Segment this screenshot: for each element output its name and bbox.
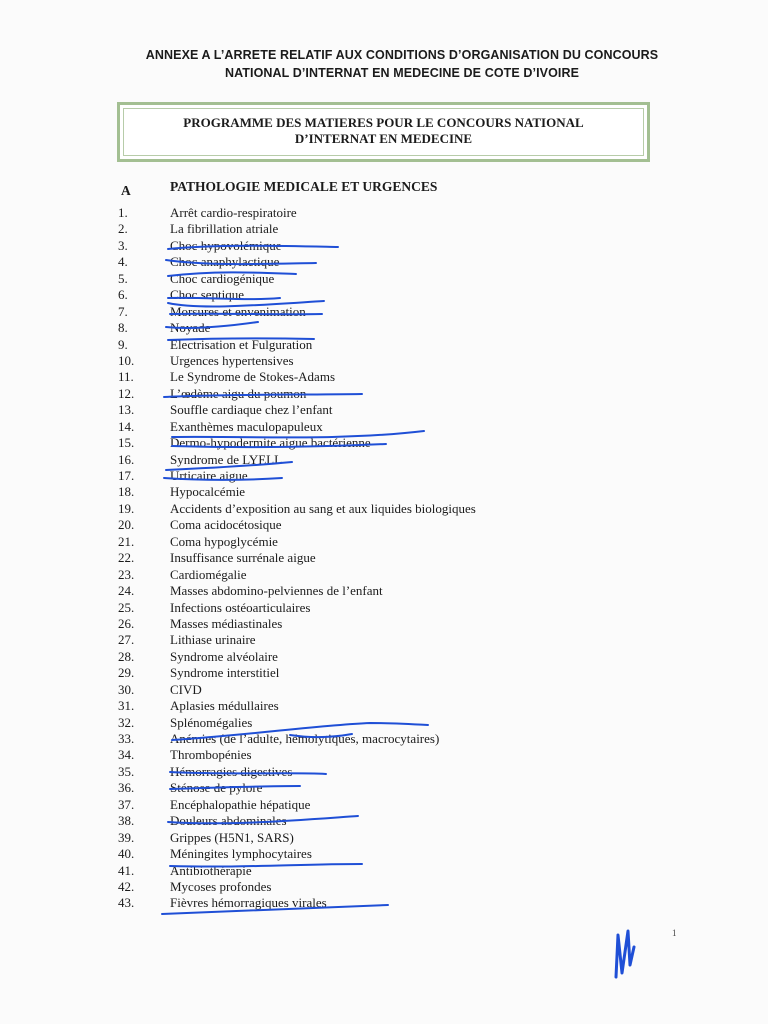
list-item-text: Arrêt cardio-respiratoire: [170, 205, 297, 220]
list-item-text: Hypocalcémie: [170, 484, 246, 500]
list-item: [0, 353, 768, 369]
list-item-text: Lithiase urinaire: [170, 632, 256, 648]
list-item-number: 9.: [118, 336, 128, 352]
list-item-number: 14.: [118, 418, 135, 434]
list-item-number: 32.: [118, 714, 135, 730]
list-item: [0, 600, 768, 616]
page-number: 1: [672, 928, 677, 938]
list-item-text: Dermo-hypodermite aigue bactérienne: [170, 435, 371, 451]
list-item: [0, 863, 768, 879]
list-item-number: 6.: [118, 287, 128, 303]
list-item-text: Mycoses profondes: [170, 878, 272, 894]
list-item: [0, 468, 768, 484]
list-item-number: 17.: [118, 468, 135, 483]
list-item: [0, 452, 768, 468]
list-item-number: 24.: [118, 583, 135, 599]
list-item-text: Syndrome interstitiel: [170, 665, 280, 681]
list-item: [0, 813, 768, 829]
list-item: [0, 780, 768, 796]
list-item-number: 37.: [118, 796, 135, 812]
list-item: [0, 517, 768, 533]
header-line-2: NATIONAL D’INTERNAT EN MEDECINE DE COTE D’IVOIRE: [224, 66, 580, 80]
list-item: [0, 632, 768, 648]
list-item: [0, 879, 768, 895]
list-item-text: Coma hypoglycémie: [170, 533, 278, 549]
list-item-text: Sténose de pylore: [170, 780, 263, 796]
initials-signature-mark: [610, 925, 644, 985]
list-item-number: 11.: [118, 369, 134, 385]
list-item-number: 3.: [118, 237, 128, 253]
list-item: [0, 435, 768, 451]
list-item-number: 41.: [118, 862, 135, 878]
list-item-text: Choc cardiogénique: [170, 270, 275, 286]
list-item-text: Choc hypovolémique: [170, 237, 282, 253]
list-item-text: Hémorragies digestives: [170, 763, 293, 779]
list-item: [0, 649, 768, 665]
section-heading: [0, 179, 768, 199]
list-item-text: Anémies (de l’adulte, hémolytiques, macrocytaires): [170, 731, 440, 746]
list-item-text: Antibiothérapie: [170, 862, 252, 878]
list-item-number: 28.: [118, 648, 135, 664]
list-item: [0, 616, 768, 632]
list-item-text: Souffle cardiaque chez l’enfant: [170, 402, 333, 418]
list-item-number: 1.: [118, 205, 128, 220]
program-title: [120, 115, 647, 147]
list-item-number: 18.: [118, 484, 135, 500]
list-item-text: Electrisation et Fulguration: [170, 336, 313, 352]
list-item-number: 29.: [118, 665, 135, 681]
list-item: [0, 846, 768, 862]
list-item-number: 22.: [118, 550, 135, 566]
list-item-text: CIVD: [170, 681, 202, 697]
list-item: [0, 698, 768, 714]
list-item-text: Masses médiastinales: [170, 615, 283, 631]
list-item-text: Exanthèmes maculopapuleux: [170, 418, 323, 434]
list-item-number: 38.: [118, 813, 135, 829]
list-item-number: 43.: [118, 895, 135, 911]
list-item: [0, 337, 768, 353]
list-item-number: 33.: [118, 731, 135, 746]
list-item: [0, 501, 768, 517]
list-item-number: 25.: [118, 599, 135, 615]
list-item-text: Fièvres hémorragiques virales: [170, 895, 327, 911]
list-item-text: Splénomégalies: [170, 714, 253, 730]
list-item-number: 23.: [118, 566, 135, 582]
list-item: [0, 254, 768, 270]
list-item-text: Noyade: [170, 320, 211, 336]
list-item: [0, 747, 768, 763]
list-item-number: 10.: [118, 352, 135, 368]
list-item-number: 16.: [118, 451, 135, 467]
header-line-1: ANNEXE A L’ARRETE RELATIF AUX CONDITIONS D’ORGANISATION DU CONCOURS: [145, 48, 659, 62]
list-item: [0, 386, 768, 402]
list-item-number: 13.: [118, 402, 135, 418]
list-item-number: 39.: [118, 829, 135, 845]
list-item: [0, 402, 768, 418]
list-item-number: 26.: [118, 615, 135, 631]
list-item: [0, 731, 768, 747]
list-item-number: 42.: [118, 878, 135, 894]
list-item-text: Accidents d’exposition au sang et aux liquides biologiques: [170, 500, 476, 516]
list-item-text: Syndrome alvéolaire: [170, 648, 278, 664]
list-item-number: 12.: [118, 385, 135, 401]
list-item: [0, 665, 768, 681]
list-item: [0, 271, 768, 287]
list-item-number: 5.: [118, 270, 128, 286]
list-item-number: 8.: [118, 320, 128, 336]
list-item: [0, 484, 768, 500]
list-item: [0, 419, 768, 435]
document-header: [0, 46, 768, 82]
list-item-text: L’œdème aigu du poumon: [170, 385, 307, 401]
list-item-text: Grippes (H5N1, SARS): [170, 829, 294, 845]
list-item: [0, 238, 768, 254]
list-item-text: Le Syndrome de Stokes-Adams: [170, 369, 336, 385]
list-item-text: La fibrillation atriale: [170, 221, 279, 237]
list-item: [0, 830, 768, 846]
list-item-number: 30.: [118, 681, 135, 697]
list-item-text: Méningites lymphocytaires: [170, 846, 312, 862]
list-item-text: Masses abdomino-pelviennes de l’enfant: [170, 583, 383, 599]
list-item-text: Choc anaphylactique: [170, 254, 280, 270]
list-item-number: 27.: [118, 632, 135, 648]
list-item-text: Douleurs abdominales: [170, 813, 287, 829]
list-item-text: Insuffisance surrénale aigue: [170, 550, 316, 566]
subject-list: [0, 205, 768, 912]
list-item-text: Morsures et envenimation: [170, 303, 306, 319]
list-item: [0, 797, 768, 813]
list-item-number: 2.: [118, 221, 128, 237]
program-title-line-1: PROGRAMME DES MATIERES POUR LE CONCOURS NATIONAL: [183, 115, 584, 130]
list-item: [0, 715, 768, 731]
list-item-number: 21.: [118, 533, 135, 549]
list-item-text: Thrombopénies: [170, 747, 252, 763]
list-item: [0, 567, 768, 583]
list-item-number: 19.: [118, 500, 135, 516]
list-item: [0, 369, 768, 385]
list-item-text: Infections ostéoarticulaires: [170, 599, 311, 615]
list-item-number: 7.: [118, 303, 128, 319]
list-item-number: 4.: [118, 254, 128, 270]
list-item-text: Urticaire aigue: [170, 468, 248, 483]
list-item: [0, 764, 768, 780]
list-item: [0, 534, 768, 550]
list-item: [0, 682, 768, 698]
section-title: PATHOLOGIE MEDICALE ET URGENCES: [170, 179, 438, 194]
list-item: [0, 221, 768, 237]
list-item-number: 36.: [118, 780, 135, 796]
list-item-text: Encéphalopathie hépatique: [170, 796, 311, 812]
list-item: [0, 583, 768, 599]
list-item-number: 34.: [118, 747, 135, 763]
program-title-box: [117, 102, 650, 162]
list-item: [0, 304, 768, 320]
list-item: [0, 550, 768, 566]
list-item-text: Cardiomégalie: [170, 566, 247, 582]
list-item: [0, 895, 768, 911]
list-item-number: 31.: [118, 698, 135, 714]
list-item-text: Aplasies médullaires: [170, 698, 279, 714]
list-item: [0, 320, 768, 336]
section-letter: A: [121, 183, 131, 198]
list-item-number: 40.: [118, 846, 135, 862]
list-item: [0, 287, 768, 303]
list-item-number: 20.: [118, 517, 135, 533]
list-item-number: 15.: [118, 435, 135, 451]
list-item-text: Syndrome de LYELL: [170, 451, 283, 467]
list-item: [0, 205, 768, 221]
program-title-line-2: D’INTERNAT EN MEDECINE: [294, 131, 473, 146]
list-item-text: Urgences hypertensives: [170, 352, 294, 368]
list-item-number: 35.: [118, 763, 135, 779]
list-item-text: Choc septique: [170, 287, 245, 303]
list-item-text: Coma acidocétosique: [170, 517, 282, 533]
